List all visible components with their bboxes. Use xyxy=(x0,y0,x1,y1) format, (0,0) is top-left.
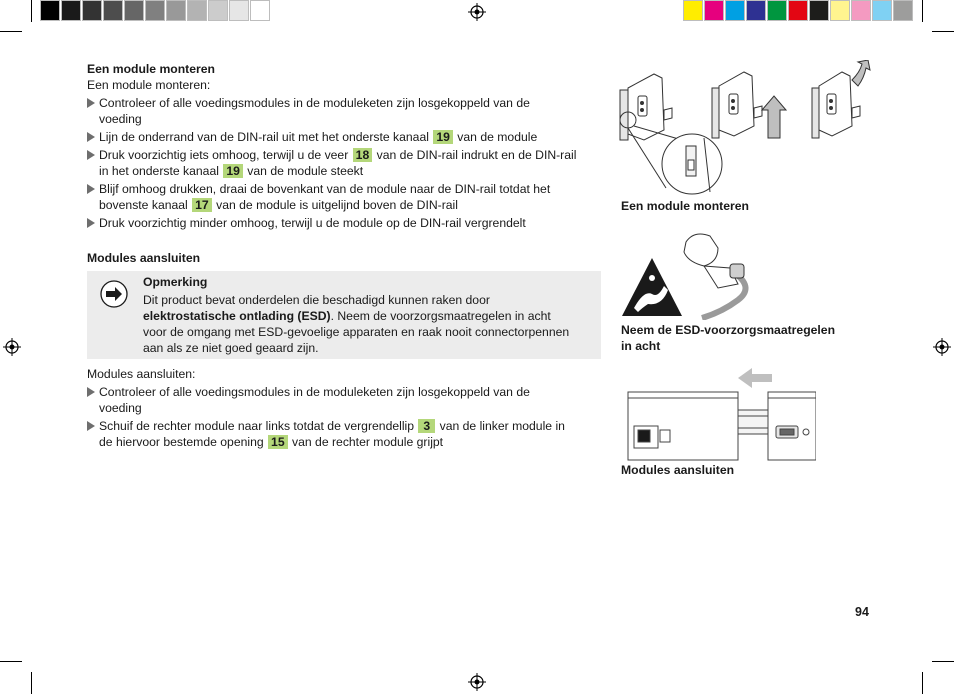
color-swatch xyxy=(683,0,703,21)
color-swatch xyxy=(40,0,60,21)
registration-mark-icon xyxy=(468,673,486,691)
figure-caption: Een module monteren xyxy=(621,199,749,213)
crop-mark xyxy=(0,31,22,32)
bullet-triangle-icon xyxy=(87,218,95,228)
color-swatch xyxy=(187,0,207,21)
list-item: Blijf omhoog drukken, draai de bovenkant van de module naar de DIN-rail totdat het bovenste kanaal 17 van de module is uitgelijnd boven de DIN-rail xyxy=(87,181,602,213)
color-swatch xyxy=(788,0,808,21)
reference-number: 18 xyxy=(353,148,373,162)
list-item: Lijn de onderrand van de DIN-rail uit met het onderste kanaal 19 van de module xyxy=(87,129,602,145)
list-item: Controleer of alle voedingsmodules in de moduleketen zijn losgekoppeld van de voeding xyxy=(87,95,602,127)
crop-mark xyxy=(922,0,923,22)
reference-number: 3 xyxy=(418,419,435,433)
color-swatch xyxy=(704,0,724,21)
color-swatch xyxy=(103,0,123,21)
reference-number: 17 xyxy=(192,198,212,212)
reference-number: 19 xyxy=(223,164,243,178)
color-swatch xyxy=(124,0,144,21)
bullet-triangle-icon xyxy=(87,184,95,194)
color-swatch xyxy=(82,0,102,21)
bullet-triangle-icon xyxy=(87,421,95,431)
list-item: Druk voorzichtig minder omhoog, terwijl u de module op de DIN-rail vergrendelt xyxy=(87,215,602,231)
note-emphasis: elektrostatische ontlading (ESD) xyxy=(143,309,331,323)
registration-mark-icon xyxy=(3,338,21,356)
arrow-right-icon xyxy=(99,279,129,309)
color-swatch xyxy=(229,0,249,21)
section-heading-mount: Een module monteren xyxy=(87,62,215,76)
section-heading-connect: Modules aansluiten xyxy=(87,251,201,265)
color-swatch xyxy=(166,0,186,21)
color-swatch xyxy=(809,0,829,21)
color-swatch xyxy=(767,0,787,21)
bullet-triangle-icon xyxy=(87,98,95,108)
note-text: Dit product bevat onderdelen die beschadigd kunnen raken door elektrostatische ontlading (ESD). Neem de voorzorgsmaatregelen in acht voor de omgang met ESD-gevoelige apparaten en raak nooit connectorpennen aan als ze niet goed geaard zijn. xyxy=(143,293,570,355)
list-item: Druk voorzichtig iets omhoog, terwijl u de veer 18 van de DIN-rail indrukt en de DIN-rail in het onderste kanaal 19 van de module steekt xyxy=(87,147,602,179)
figure-caption: Neem de ESD-voorzorgsmaatregelen in acht xyxy=(621,323,836,353)
color-swatch xyxy=(250,0,270,21)
crop-mark xyxy=(31,0,32,22)
section-connect-steps xyxy=(87,366,602,450)
figure-caption: Modules aansluiten xyxy=(621,463,735,477)
page-number: 94 xyxy=(855,605,869,619)
color-swatch xyxy=(145,0,165,21)
crop-mark xyxy=(0,661,22,662)
color-swatch xyxy=(725,0,745,21)
crop-mark xyxy=(932,661,954,662)
crop-mark xyxy=(31,672,32,694)
intro-text: Een module monteren: xyxy=(87,78,211,92)
list-item: Controleer of alle voedingsmodules in de moduleketen zijn losgekoppeld van de voeding xyxy=(87,384,602,416)
color-swatch xyxy=(746,0,766,21)
reference-number: 15 xyxy=(268,435,288,449)
registration-mark-icon xyxy=(468,3,486,21)
list-item: Schuif de rechter module naar links totdat de vergrendellip 3 van de linker module in de hiervoor bestemde opening 15 van de rechter module grijpt xyxy=(87,418,602,450)
esd-illustration xyxy=(618,228,758,320)
color-swatch xyxy=(61,0,81,21)
color-swatch xyxy=(872,0,892,21)
crop-mark xyxy=(922,672,923,694)
connect-illustration xyxy=(620,366,816,462)
intro-text: Modules aansluiten: xyxy=(87,367,196,381)
grayscale-color-bar xyxy=(40,0,271,21)
mounting-illustration xyxy=(614,60,874,198)
color-swatch xyxy=(830,0,850,21)
bullet-triangle-icon xyxy=(87,150,95,160)
section-mount-module xyxy=(87,61,602,231)
color-swatch xyxy=(851,0,871,21)
note-title: Opmerking xyxy=(143,275,208,289)
registration-mark-icon xyxy=(933,338,951,356)
color-swatch xyxy=(208,0,228,21)
reference-number: 19 xyxy=(433,130,453,144)
note-box xyxy=(87,271,601,359)
process-color-bar xyxy=(683,0,914,21)
bullet-triangle-icon xyxy=(87,132,95,142)
color-swatch xyxy=(893,0,913,21)
bullet-triangle-icon xyxy=(87,387,95,397)
crop-mark xyxy=(932,31,954,32)
